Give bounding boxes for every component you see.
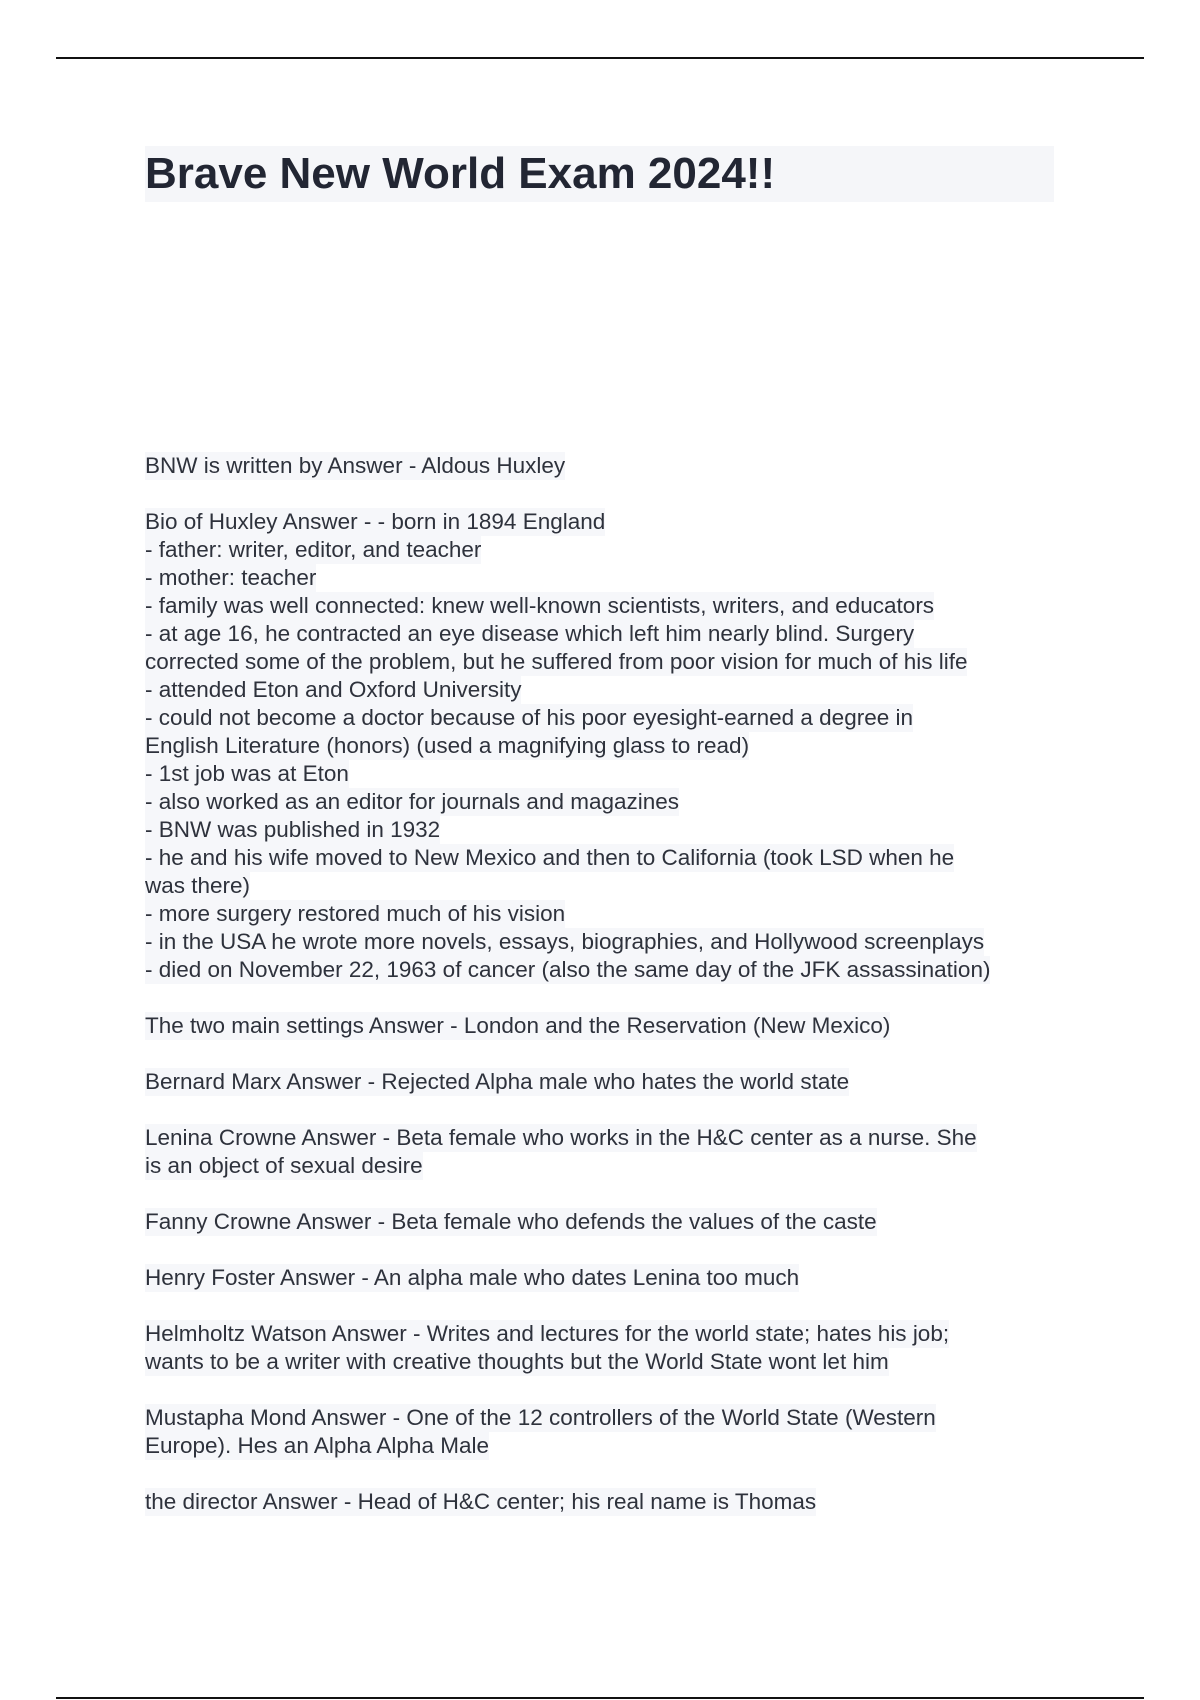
qa-line: Europe). Hes an Alpha Alpha Male: [145, 1433, 489, 1458]
qa-line: - at age 16, he contracted an eye disease which left him nearly blind. Surgery: [145, 621, 915, 646]
qa-line: - 1st job was at Eton: [145, 761, 349, 786]
qa-line: - also worked as an editor for journals and magazines: [145, 789, 680, 814]
qa-line: - more surgery restored much of his vision: [145, 901, 566, 926]
qa-entry: [145, 1208, 1065, 1236]
qa-line: - father: writer, editor, and teacher: [145, 537, 482, 562]
qa-line: was there): [145, 873, 251, 898]
qa-line: The two main settings Answer - London and the Reservation (New Mexico): [145, 1013, 891, 1038]
qa-list: [145, 452, 1065, 1544]
bottom-rule: [56, 1697, 1144, 1699]
qa-line: - in the USA he wrote more novels, essays, biographies, and Hollywood screenplays: [145, 929, 985, 954]
qa-entry: [145, 1124, 1065, 1180]
qa-entry: [145, 1320, 1065, 1376]
qa-entry: [145, 1012, 1065, 1040]
qa-line: - he and his wife moved to New Mexico and then to California (took LSD when he: [145, 845, 955, 870]
qa-line: corrected some of the problem, but he suffered from poor vision for much of his life: [145, 649, 968, 674]
qa-line: Mustapha Mond Answer - One of the 12 controllers of the World State (Western: [145, 1405, 936, 1430]
qa-entry: [145, 1404, 1065, 1460]
qa-line: the director Answer - Head of H&C center; his real name is Thomas: [145, 1489, 817, 1514]
qa-line: wants to be a writer with creative thoughts but the World State wont let him: [145, 1349, 889, 1374]
qa-entry: [145, 508, 1065, 984]
qa-entry: [145, 1264, 1065, 1292]
qa-line: English Literature (honors) (used a magnifying glass to read): [145, 733, 750, 758]
qa-line: - family was well connected: knew well-known scientists, writers, and educators: [145, 593, 935, 618]
qa-line: Helmholtz Watson Answer - Writes and lectures for the world state; hates his job;: [145, 1321, 950, 1346]
qa-line: Bernard Marx Answer - Rejected Alpha male who hates the world state: [145, 1069, 850, 1094]
qa-entry: [145, 1488, 1065, 1516]
top-rule: [56, 57, 1144, 59]
qa-line: Bio of Huxley Answer - - born in 1894 England: [145, 509, 606, 534]
qa-line: - mother: teacher: [145, 565, 317, 590]
qa-line: Fanny Crowne Answer - Beta female who defends the values of the caste: [145, 1209, 877, 1234]
qa-line: BNW is written by Answer - Aldous Huxley: [145, 453, 566, 478]
qa-line: - BNW was published in 1932: [145, 817, 441, 842]
qa-line: - attended Eton and Oxford University: [145, 677, 522, 702]
qa-line: is an object of sexual desire: [145, 1153, 423, 1178]
qa-line: Henry Foster Answer - An alpha male who dates Lenina too much: [145, 1265, 800, 1290]
qa-line: - died on November 22, 1963 of cancer (also the same day of the JFK assassination): [145, 957, 991, 982]
page-title: Brave New World Exam 2024!!: [145, 149, 776, 198]
qa-line: - could not become a doctor because of his poor eyesight-earned a degree in: [145, 705, 913, 730]
title-block: [145, 146, 1054, 202]
qa-entry: [145, 452, 1065, 480]
qa-line: Lenina Crowne Answer - Beta female who works in the H&C center as a nurse. She: [145, 1125, 977, 1150]
qa-entry: [145, 1068, 1065, 1096]
